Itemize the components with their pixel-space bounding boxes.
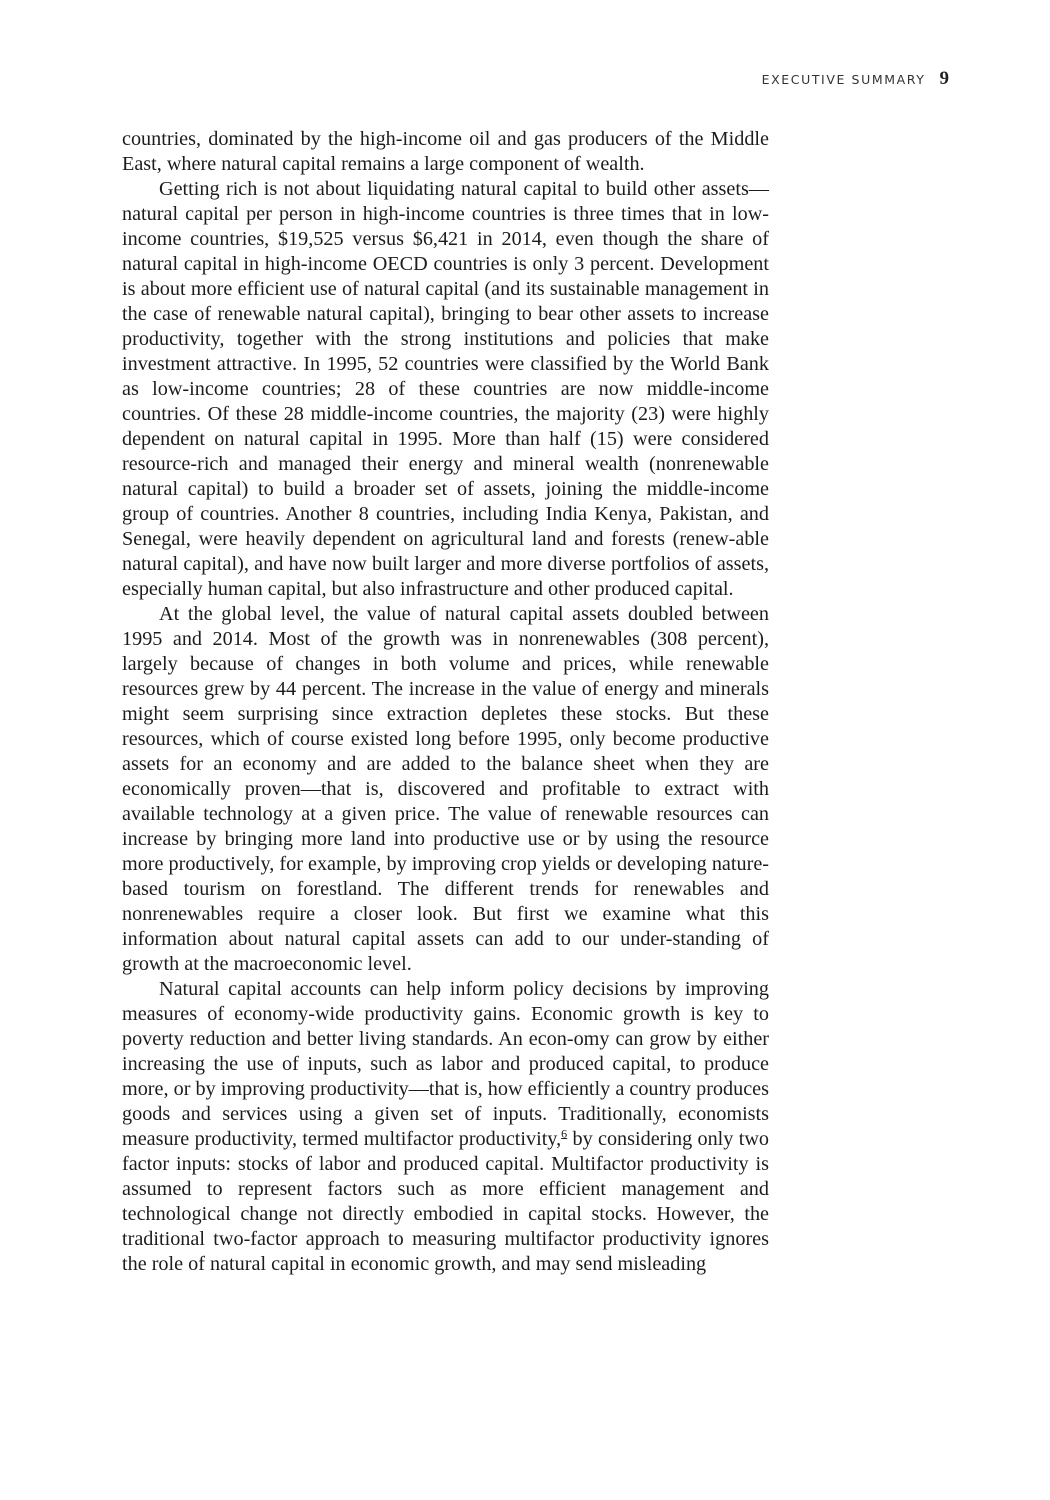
- paragraph-natural-capital-accounts: [122, 977, 769, 1277]
- paragraph-continuation: countries, dominated by the high-income oil and gas producers of the Middle East, where natural capital remains a large component of wealth.: [122, 128, 769, 175]
- running-title: EXECUTIVE SUMMARY: [761, 72, 926, 87]
- paragraph-text-before-footnote: Natural capital accounts can help inform policy decisions by improving measures of economy-wide productivity gains. Economic growth is key to poverty reduction and better living standards. An econ-omy can grow by either increasing the use of inputs, such as labor and produced capital, to produce more, or by improving productivity—that is, how efficiently a country produces goods and services using a given set of inputs. Traditionally, economists measure productivity, termed multifactor productivity,: [122, 978, 769, 1150]
- footnote-reference-link[interactable]: 6: [561, 1126, 568, 1141]
- paragraph-getting-rich: Getting rich is not about liquidating natural capital to build other assets—natural capital per person in high-income countries is three times that in low-income countries, $19,525 versus $6,421 in 2014, even though the share of natural capital in high-income OECD countries is only 3 percent. Development is about more efficient use of natural capital (and its sustainable management in the case of renewable natural capital), bringing to bear other assets to increase productivity, together with the strong institutions and policies that make investment attractive. In 1995, 52 countries were classified by the World Bank as low-income countries; 28 of these countries are now middle-income countries. Of these 28 middle-income countries, the majority (23) were highly dependent on natural capital in 1995. More than half (15) were considered resource-rich and managed their energy and mineral wealth (nonrenewable natural capital) to build a broader set of assets, joining the middle-income group of countries. Another 8 countries, including India Kenya, Pakistan, and Senegal, were heavily dependent on agricultural land and forests (renew-able natural capital), and have now built larger and more diverse portfolios of assets, especially human capital, but also infrastructure and other produced capital.: [122, 178, 769, 600]
- body-text: [122, 127, 769, 1277]
- page-number: 9: [939, 68, 949, 89]
- paragraph-text-after-footnote: by considering only two factor inputs: stocks of labor and produced capital. Multifactor productivity is assumed to represent factors such as more efficient management and technological change not directly embodied in capital stocks. However, the traditional two-factor approach to measuring multifactor productivity ignores the role of natural capital in economic growth, and may send misleading: [122, 1128, 769, 1275]
- running-header: [762, 68, 949, 90]
- paragraph-global-level: At the global level, the value of natural capital assets doubled between 1995 and 2014. Most of the growth was in nonrenewables (308 percent), largely because of changes in both volume and prices, while renewable resources grew by 44 percent. The increase in the value of energy and minerals might seem surprising since extraction depletes these stocks. But these resources, which of course existed long before 1995, only become productive assets for an economy and are added to the balance sheet when they are economically proven—that is, discovered and profitable to extract with available technology at a given price. The value of renewable resources can increase by bringing more land into productive use or by using the resource more productively, for example, by improving crop yields or developing nature-based tourism on forestland. The different trends for renewables and nonrenewables require a closer look. But first we examine what this information about natural capital assets can add to our under-standing of growth at the macroeconomic level.: [122, 603, 769, 975]
